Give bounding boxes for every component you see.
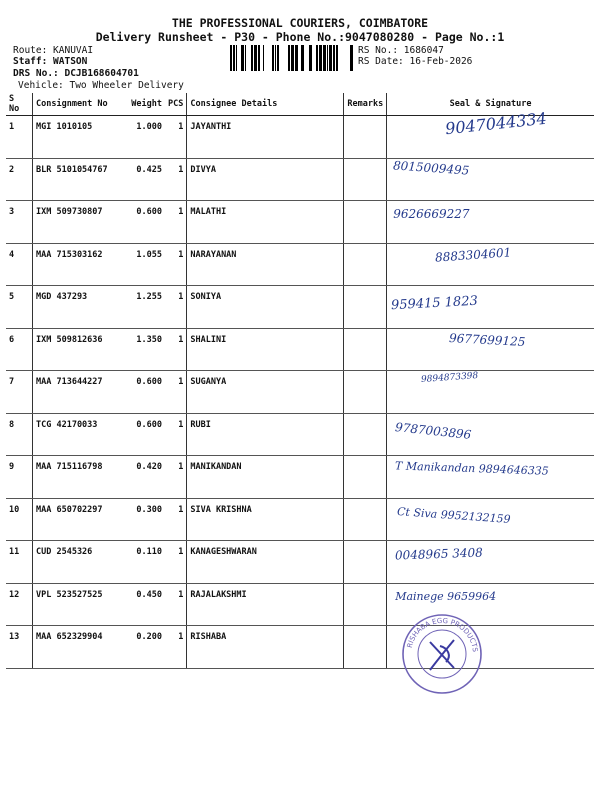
handwritten-signature: 9047044334 xyxy=(444,108,548,139)
handwritten-signature: 959415 1823 xyxy=(390,293,479,314)
row-pcs xyxy=(165,158,187,201)
row-signature xyxy=(387,413,594,456)
row-remarks xyxy=(344,413,387,456)
row-sno-text: 1 xyxy=(9,122,15,132)
row-consignment-text: MAA 715303162 xyxy=(36,249,103,260)
row-weight-text: 0.200 xyxy=(136,632,162,642)
row-pcs-text: 1 xyxy=(178,334,184,345)
rs-no-label: RS No.: 1686047 xyxy=(358,45,444,56)
staff-label: Staff: WATSON xyxy=(13,56,88,67)
row-consignment-text: MAA 652329904 xyxy=(36,632,103,642)
row-pcs xyxy=(165,371,187,414)
runsheet-subtitle: Delivery Runsheet - P30 - Phone No.:9047080280 - Page No.:1 xyxy=(95,30,505,44)
row-consignment-text: IXM 509812636 xyxy=(36,334,103,345)
row-pcs xyxy=(165,116,187,159)
col-sno: S No xyxy=(6,93,33,116)
row-weight-text: 0.425 xyxy=(136,164,162,175)
row-consignee xyxy=(187,116,344,159)
row-remarks xyxy=(344,456,387,499)
row-pcs xyxy=(165,583,187,626)
row-pcs-text: 1 xyxy=(178,632,184,642)
row-sno-text: 10 xyxy=(9,504,20,515)
company-stamp xyxy=(400,612,484,696)
handwritten-signature: Ct Siva 9952132159 xyxy=(396,504,512,526)
row-sno-text: 2 xyxy=(9,164,15,175)
handwritten-signature: 0048965 3408 xyxy=(394,545,484,563)
row-consignee-text: SIVA KRISHNA xyxy=(190,504,252,515)
table-row xyxy=(6,328,594,371)
row-consignment xyxy=(33,413,124,456)
drs-label: DRS No.: DCJB168604701 xyxy=(13,68,139,79)
row-sno xyxy=(6,371,33,414)
row-weight-text: 0.600 xyxy=(136,419,162,430)
row-sno-text: 9 xyxy=(9,462,15,472)
row-pcs-text: 1 xyxy=(178,419,184,430)
row-consignee-text: JAYANTHI xyxy=(190,122,232,132)
row-remarks xyxy=(344,541,387,584)
row-signature xyxy=(387,456,594,499)
row-signature xyxy=(387,328,594,371)
row-weight-text: 0.450 xyxy=(136,589,162,600)
row-consignment-text: IXM 509730807 xyxy=(36,207,103,217)
runsheet-table xyxy=(6,93,594,669)
col-consignment: Consignment No xyxy=(33,93,124,116)
row-consignee xyxy=(187,158,344,201)
rs-date-label: RS Date: 16-Feb-2026 xyxy=(358,56,473,67)
row-pcs-text: 1 xyxy=(178,589,184,600)
row-consignee xyxy=(187,626,344,669)
row-signature xyxy=(387,541,594,584)
row-consignment-text: BLR 5101054767 xyxy=(36,164,108,175)
row-sno-text: 13 xyxy=(9,632,20,642)
row-sno-text: 11 xyxy=(9,547,20,557)
row-sno xyxy=(6,626,33,669)
row-weight-text: 1.000 xyxy=(136,122,162,132)
row-remarks xyxy=(344,583,387,626)
col-weight: Weight xyxy=(123,93,165,116)
row-pcs xyxy=(165,201,187,244)
company-title: THE PROFESSIONAL COURIERS, COIMBATORE xyxy=(171,16,429,30)
row-sno-text: 5 xyxy=(9,292,15,302)
table-row xyxy=(6,201,594,244)
table-row xyxy=(6,371,594,414)
barcode-bar xyxy=(241,45,244,71)
barcode-bar xyxy=(333,45,335,71)
row-weight xyxy=(123,456,165,499)
row-sno xyxy=(6,583,33,626)
row-weight xyxy=(123,243,165,286)
row-weight xyxy=(123,626,165,669)
barcode-bar xyxy=(291,45,294,71)
row-consignee xyxy=(187,498,344,541)
row-consignment xyxy=(33,583,124,626)
row-pcs xyxy=(165,541,187,584)
row-consignment-text: MAA 715116798 xyxy=(36,462,103,472)
row-weight xyxy=(123,158,165,201)
row-weight xyxy=(123,413,165,456)
row-consignee-text: MALATHI xyxy=(190,207,227,217)
barcode-bar xyxy=(329,45,332,71)
row-consignee-text: RAJALAKSHMI xyxy=(190,589,247,600)
row-weight xyxy=(123,116,165,159)
row-pcs-text: 1 xyxy=(178,377,184,387)
barcode-bar xyxy=(275,45,276,71)
row-pcs xyxy=(165,243,187,286)
handwritten-signature: 8015009495 xyxy=(392,157,470,178)
row-sno xyxy=(6,456,33,499)
row-signature xyxy=(387,243,594,286)
row-consignment xyxy=(33,371,124,414)
barcode-bar xyxy=(236,45,237,71)
row-consignee xyxy=(187,583,344,626)
row-pcs-text: 1 xyxy=(178,547,184,557)
row-consignee-text: NARAYANAN xyxy=(190,249,237,260)
row-weight xyxy=(123,328,165,371)
row-weight xyxy=(123,371,165,414)
barcode-bar xyxy=(323,45,326,71)
barcode-bar xyxy=(295,45,298,71)
barcode-bar xyxy=(301,45,304,71)
row-weight-text: 1.350 xyxy=(136,334,162,345)
row-consignment xyxy=(33,328,124,371)
barcode xyxy=(230,45,354,71)
row-sno-text: 7 xyxy=(9,377,15,387)
row-weight xyxy=(123,541,165,584)
barcode-bar xyxy=(288,45,290,71)
row-signature xyxy=(387,286,594,329)
row-pcs xyxy=(165,456,187,499)
row-consignee-text: RISHABA xyxy=(190,632,227,642)
col-remarks: Remarks xyxy=(344,93,387,116)
handwritten-signature: 9677699125 xyxy=(448,330,526,349)
barcode-bar xyxy=(336,45,338,71)
row-weight xyxy=(123,498,165,541)
row-consignee xyxy=(187,328,344,371)
row-sno-text: 6 xyxy=(9,334,15,345)
handwritten-signature: 9787003896 xyxy=(394,419,473,442)
row-consignment xyxy=(33,456,124,499)
table-row xyxy=(6,286,594,329)
row-consignee xyxy=(187,201,344,244)
row-sno xyxy=(6,286,33,329)
row-pcs-text: 1 xyxy=(178,164,184,175)
row-consignee xyxy=(187,243,344,286)
row-consignment-text: TCG 42170033 xyxy=(36,419,98,430)
row-weight-text: 1.055 xyxy=(136,249,162,260)
row-weight xyxy=(123,201,165,244)
row-sno xyxy=(6,243,33,286)
route-label: Route: KANUVAI xyxy=(13,45,94,56)
table-row xyxy=(6,243,594,286)
row-signature xyxy=(387,498,594,541)
row-weight xyxy=(123,583,165,626)
row-consignee xyxy=(187,456,344,499)
row-remarks xyxy=(344,201,387,244)
row-consignment-text: MGD 437293 xyxy=(36,292,88,302)
row-consignment-text: MAA 713644227 xyxy=(36,377,103,387)
handwritten-signature: 9626669227 xyxy=(393,207,470,221)
row-signature xyxy=(387,201,594,244)
row-remarks xyxy=(344,243,387,286)
row-consignee-text: DIVYA xyxy=(190,164,216,175)
table-row xyxy=(6,583,594,626)
stamp-text: RISHABA EGG PRODUCTS xyxy=(405,616,479,653)
row-consignee xyxy=(187,413,344,456)
row-sno-text: 4 xyxy=(9,249,15,260)
row-pcs-text: 1 xyxy=(178,207,184,217)
barcode-bar xyxy=(258,45,260,71)
row-remarks xyxy=(344,371,387,414)
table-body xyxy=(6,108,594,669)
barcode-bar xyxy=(254,45,257,71)
barcode-bar xyxy=(327,45,328,71)
table-row xyxy=(6,626,594,669)
barcode-bar xyxy=(350,45,353,71)
handwritten-signature: 8883304601 xyxy=(434,244,512,265)
row-consignee-text: RUBI xyxy=(190,419,211,430)
row-weight-text: 0.600 xyxy=(136,377,162,387)
row-consignment xyxy=(33,286,124,329)
row-sno xyxy=(6,116,33,159)
row-consignment-text: MAA 650702297 xyxy=(36,504,103,515)
row-consignment xyxy=(33,626,124,669)
barcode-bar xyxy=(277,45,279,71)
row-consignee-text: SONIYA xyxy=(190,292,222,302)
barcode-bar xyxy=(272,45,274,71)
row-remarks xyxy=(344,286,387,329)
row-sno xyxy=(6,541,33,584)
barcode-bar xyxy=(319,45,322,71)
row-consignment xyxy=(33,158,124,201)
table-row xyxy=(6,116,594,159)
col-pcs: PCS xyxy=(165,93,187,116)
row-pcs xyxy=(165,328,187,371)
handwritten-signature: T Manikandan 9894646335 xyxy=(395,459,550,478)
row-remarks xyxy=(344,328,387,371)
row-pcs-text: 1 xyxy=(178,122,184,132)
row-consignment-text: CUD 2545326 xyxy=(36,547,93,557)
vehicle-label: Vehicle: Two Wheeler Delivery xyxy=(18,80,184,91)
row-consignee-text: KANAGESHWARAN xyxy=(190,547,257,557)
row-sno-text: 12 xyxy=(9,589,20,600)
row-signature xyxy=(387,158,594,201)
row-remarks xyxy=(344,116,387,159)
row-consignment xyxy=(33,498,124,541)
row-weight-text: 0.420 xyxy=(136,462,162,472)
row-weight-text: 0.600 xyxy=(136,207,162,217)
handwritten-signature: 9894873398 xyxy=(420,371,479,385)
barcode-bar xyxy=(309,45,312,71)
handwritten-signature: Mainege 9659964 xyxy=(395,589,497,603)
row-weight-text: 0.110 xyxy=(136,547,162,557)
row-consignee-text: MANIKANDAN xyxy=(190,462,242,472)
row-remarks xyxy=(344,158,387,201)
barcode-bar xyxy=(263,45,264,71)
table-row xyxy=(6,158,594,201)
row-consignee-text: SUGANYA xyxy=(190,377,227,387)
row-pcs xyxy=(165,626,187,669)
row-sno-text: 3 xyxy=(9,207,15,217)
row-pcs-text: 1 xyxy=(178,504,184,515)
row-consignment xyxy=(33,116,124,159)
row-consignment xyxy=(33,243,124,286)
row-pcs xyxy=(165,413,187,456)
row-consignee-text: SHALINI xyxy=(190,334,227,345)
row-weight-text: 1.255 xyxy=(136,292,162,302)
row-weight xyxy=(123,286,165,329)
row-sno xyxy=(6,158,33,201)
row-consignment-text: MGI 1010105 xyxy=(36,122,93,132)
row-sno-text: 8 xyxy=(9,419,15,430)
table-row xyxy=(6,541,594,584)
row-sno xyxy=(6,413,33,456)
row-consignment-text: VPL 523527525 xyxy=(36,589,103,600)
row-sno xyxy=(6,201,33,244)
row-pcs-text: 1 xyxy=(178,462,184,472)
row-weight-text: 0.300 xyxy=(136,504,162,515)
barcode-bar xyxy=(230,45,232,71)
barcode-bar xyxy=(233,45,235,71)
col-signature: Seal & Signature xyxy=(387,93,594,116)
row-consignment xyxy=(33,201,124,244)
row-pcs-text: 1 xyxy=(178,292,184,302)
row-remarks xyxy=(344,498,387,541)
row-remarks xyxy=(344,626,387,669)
row-pcs-text: 1 xyxy=(178,249,184,260)
table-row xyxy=(6,498,594,541)
barcode-bar xyxy=(251,45,253,71)
row-consignee xyxy=(187,286,344,329)
table-row xyxy=(6,456,594,499)
barcode-bar xyxy=(316,45,318,71)
row-sno xyxy=(6,328,33,371)
row-consignment xyxy=(33,541,124,584)
barcode-bar xyxy=(245,45,246,71)
row-signature xyxy=(387,108,594,159)
row-pcs xyxy=(165,498,187,541)
col-consignee: Consignee Details xyxy=(187,93,344,116)
row-consignee xyxy=(187,371,344,414)
row-sno xyxy=(6,498,33,541)
row-pcs xyxy=(165,286,187,329)
row-signature xyxy=(387,371,594,414)
row-consignee xyxy=(187,541,344,584)
table-row xyxy=(6,413,594,456)
